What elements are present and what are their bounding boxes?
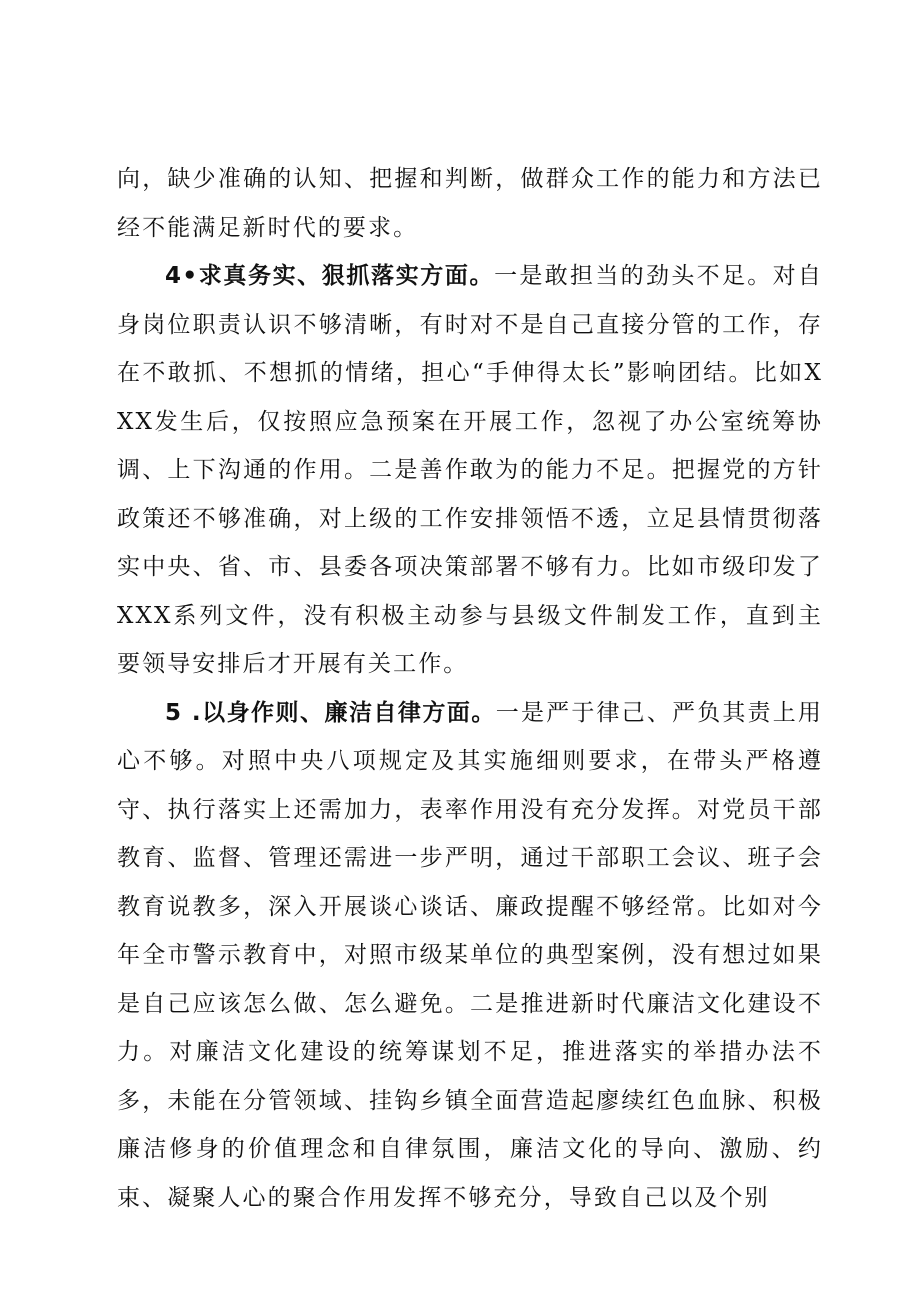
paragraph-section-5 [117,689,823,1223]
paragraph-continuation [117,155,823,252]
paragraph-section-4 [117,252,823,689]
document-body [117,155,823,1222]
paragraph-body: 向，缺少准确的认知、把握和判断，做群众工作的能力和方法已经不能满足新时代的要求。 [117,166,823,241]
section-heading: 5 .以身作则、廉洁自律方面。 [165,699,496,726]
paragraph-body: 一是敢担当的劲头不足。对自身岗位职责认识不够清晰，有时对不是自己直接分管的工作，存在不敢抓、不想抓的情绪，担心“手伸得太长”影响团结。比如XXX发生后，仅按照应急预案在开展工作，忽视了办公室统筹协调、上下沟通的作用。二是善作敢为的能力不足。把握党的方针政策还不够准确，对上级的工作安排领悟不透，立足县情贯彻落实中央、省、市、县委各项决策部署不够有力。比如市级印发了XXX系列文件，没有积极主动参与县级文件制发工作，直到主要领导安排后才开展有关工作。 [117,263,823,677]
section-heading: 4•求真务实、狠抓落实方面。 [165,263,495,289]
paragraph-body: 一是严于律己、严负其责上用心不够。对照中央八项规定及其实施细则要求，在带头严格遵守、执行落实上还需加力，表率作用没有充分发挥。对党员干部教育、监督、管理还需进一步严明，通过干部职工会议、班子会教育说教多，深入开展谈心谈话、廉政提醒不够经常。比如对今年全市警示教育中，对照市级某单位的典型案例，没有想过如果是自己应该怎么做、怎么避免。二是推进新时代廉洁文化建设不力。对廉洁文化建设的统筹谋划不足，推进落实的举措办法不多，未能在分管领域、挂钩乡镇全面营造起廖续红色血脉、积极廉洁修身的价值理念和自律氛围，廉洁文化的导向、激励、约束、凝聚人心的聚合作用发挥不够充分，导致自己以及个别 [117,699,823,1211]
